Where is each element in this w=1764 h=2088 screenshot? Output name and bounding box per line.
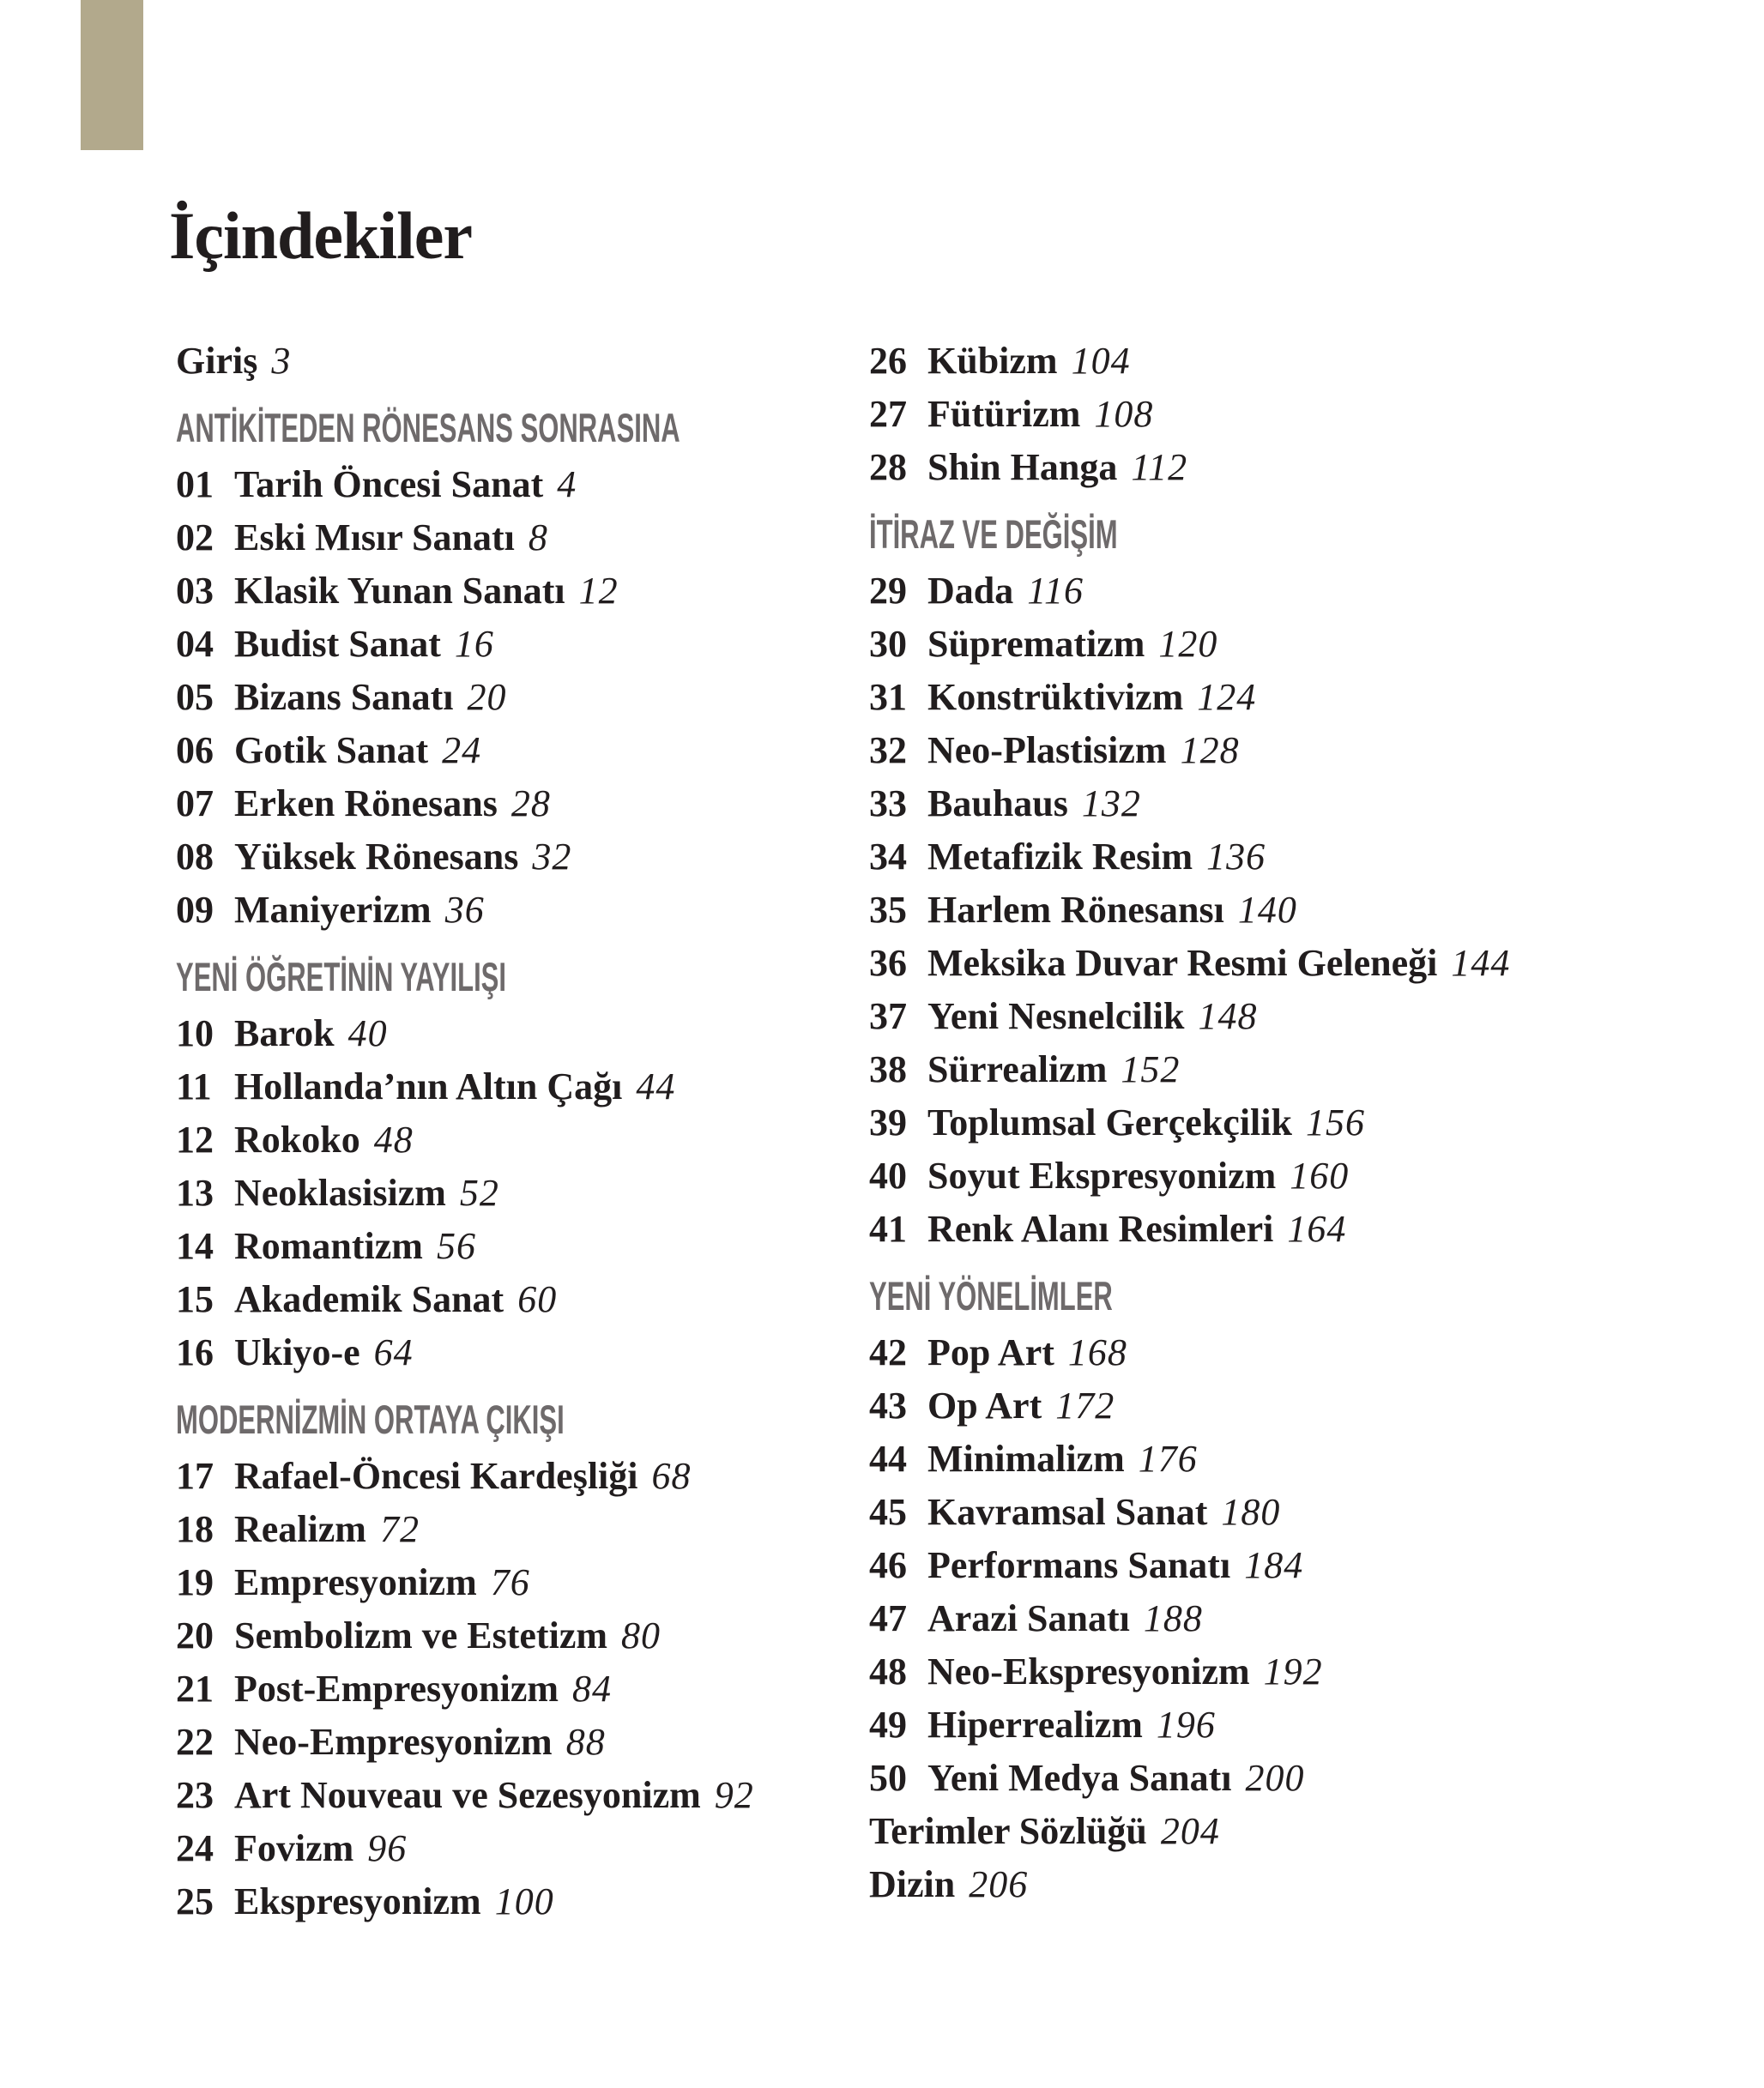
- toc-entry: [869, 1592, 1641, 1645]
- entry-title: Budist Sanat: [234, 623, 441, 665]
- entry-number: 07: [176, 782, 214, 824]
- entry-title: Maniyerizm: [234, 889, 432, 931]
- entry-title: Eski Mısır Sanatı: [234, 516, 515, 558]
- toc-section-header: [176, 1393, 862, 1446]
- entry-number: 49: [869, 1704, 907, 1746]
- toc-section-header: [869, 508, 1641, 561]
- toc-entry: [176, 1450, 862, 1503]
- toc-entry: [176, 724, 862, 777]
- entry-number: 31: [869, 676, 907, 718]
- entry-number: 47: [869, 1597, 907, 1639]
- toc-entry: [869, 884, 1641, 937]
- toc-entry: [869, 441, 1641, 494]
- entry-page-number: 206: [969, 1863, 1029, 1905]
- toc-entry: [869, 1326, 1641, 1379]
- toc-entry: [176, 1503, 862, 1556]
- entry-number: 20: [176, 1614, 214, 1657]
- entry-page-number: 36: [444, 889, 485, 931]
- entry-page-number: 4: [557, 463, 577, 505]
- toc-entry: [176, 1220, 862, 1273]
- entry-number: 39: [869, 1101, 907, 1144]
- entry-number: 16: [176, 1331, 214, 1373]
- entry-page-number: 176: [1138, 1438, 1198, 1480]
- toc-entry: [869, 1645, 1641, 1699]
- toc-entry: [176, 1875, 862, 1928]
- entry-number: 25: [176, 1880, 214, 1922]
- entry-number: 29: [869, 570, 907, 612]
- entry-number: 38: [869, 1048, 907, 1090]
- entry-page-number: 92: [714, 1774, 754, 1816]
- entry-number: 09: [176, 889, 214, 931]
- toc-entry: [176, 884, 862, 937]
- entry-page-number: 148: [1198, 995, 1258, 1037]
- entry-number: 13: [176, 1172, 214, 1214]
- entry-title: Kübizm: [927, 340, 1058, 382]
- entry-page-number: 72: [379, 1508, 420, 1550]
- entry-page-number: 64: [373, 1331, 414, 1373]
- entry-title: Art Nouveau ve Sezesyonizm: [234, 1774, 701, 1816]
- entry-number: 33: [869, 782, 907, 824]
- entry-page-number: 3: [271, 340, 292, 382]
- entry-title: Ekspresyonizm: [234, 1880, 481, 1922]
- entry-title: Klasik Yunan Sanatı: [234, 570, 565, 612]
- toc-entry: [869, 335, 1641, 388]
- entry-number: 50: [869, 1757, 907, 1799]
- toc-entry: [869, 388, 1641, 441]
- entry-page-number: 172: [1055, 1385, 1115, 1427]
- entry-title: Romantizm: [234, 1225, 423, 1267]
- entry-title: Pop Art: [927, 1331, 1054, 1373]
- entry-page-number: 108: [1094, 393, 1154, 435]
- entry-number: 05: [176, 676, 214, 718]
- entry-title: Metafizik Resim: [927, 836, 1193, 878]
- entry-page-number: 60: [517, 1278, 558, 1320]
- toc-column-right: [869, 335, 1641, 1911]
- entry-title: Neo-Empresyonizm: [234, 1721, 553, 1763]
- entry-number: 08: [176, 836, 214, 878]
- toc-entry: [869, 1805, 1641, 1858]
- section-label: MODERNİZMİN ORTAYA ÇIKIŞI: [176, 1397, 565, 1442]
- toc-entry: [869, 1043, 1641, 1096]
- entry-title: Minimalizm: [927, 1438, 1125, 1480]
- entry-page-number: 68: [651, 1455, 692, 1497]
- toc-entry: [869, 1858, 1641, 1911]
- entry-title: Rafael-Öncesi Kardeşliği: [234, 1455, 638, 1497]
- entry-title: Sürrealizm: [927, 1048, 1108, 1090]
- entry-page-number: 84: [572, 1668, 613, 1710]
- toc-section-header: [176, 950, 862, 1004]
- entry-number: 34: [869, 836, 907, 878]
- entry-page-number: 144: [1451, 942, 1511, 984]
- toc-entry: [869, 671, 1641, 724]
- entry-title: Neoklasisizm: [234, 1172, 446, 1214]
- entry-number: 15: [176, 1278, 214, 1320]
- entry-title: Akademik Sanat: [234, 1278, 504, 1320]
- entry-page-number: 112: [1131, 446, 1188, 488]
- entry-page-number: 8: [528, 516, 548, 558]
- entry-title: Erken Rönesans: [234, 782, 498, 824]
- entry-title: Süprematizm: [927, 623, 1145, 665]
- entry-title: Hiperrealizm: [927, 1704, 1143, 1746]
- entry-number: 43: [869, 1385, 907, 1427]
- toc-section-header: [869, 1270, 1641, 1323]
- toc-entry: [176, 777, 862, 830]
- toc-entry: [176, 1060, 862, 1113]
- entry-page-number: 160: [1290, 1155, 1350, 1197]
- entry-title: Empresyonizm: [234, 1561, 477, 1603]
- entry-title: Renk Alanı Resimleri: [927, 1208, 1274, 1250]
- entry-page-number: 196: [1156, 1704, 1216, 1746]
- entry-page-number: 168: [1067, 1331, 1127, 1373]
- entry-number: 18: [176, 1508, 214, 1550]
- entry-page-number: 28: [510, 782, 551, 824]
- toc-entry: [869, 564, 1641, 618]
- entry-title: Ukiyo-e: [234, 1331, 360, 1373]
- entry-number: 06: [176, 729, 214, 771]
- entry-title: Arazi Sanatı: [927, 1597, 1130, 1639]
- entry-number: 27: [869, 393, 907, 435]
- entry-page-number: 116: [1027, 570, 1084, 612]
- entry-page-number: 184: [1244, 1544, 1304, 1586]
- entry-page-number: 76: [490, 1561, 530, 1603]
- section-label: YENİ ÖĞRETİNİN YAYILIŞI: [176, 954, 506, 999]
- entry-number: 32: [869, 729, 907, 771]
- entry-page-number: 152: [1121, 1048, 1181, 1090]
- entry-page-number: 140: [1237, 889, 1297, 931]
- entry-title: Meksika Duvar Resmi Geleneği: [927, 942, 1438, 984]
- toc-entry: [176, 1822, 862, 1875]
- toc-column-left: [176, 335, 862, 1928]
- entry-page-number: 200: [1245, 1757, 1305, 1799]
- toc-entry: [176, 511, 862, 564]
- entry-title: Realizm: [234, 1508, 366, 1550]
- entry-number: 42: [869, 1331, 907, 1373]
- toc-section-header: [176, 401, 862, 455]
- entry-number: 04: [176, 623, 214, 665]
- entry-title: Bizans Sanatı: [234, 676, 454, 718]
- entry-number: 41: [869, 1208, 907, 1250]
- entry-title: Yeni Nesnelcilik: [927, 995, 1185, 1037]
- entry-title: Toplumsal Gerçekçilik: [927, 1101, 1292, 1144]
- entry-title: Op Art: [927, 1385, 1042, 1427]
- entry-title: Giriş: [176, 340, 258, 382]
- entry-number: 22: [176, 1721, 214, 1763]
- toc-entry: [869, 1150, 1641, 1203]
- entry-title: Neo-Plastisizm: [927, 729, 1167, 771]
- entry-number: 40: [869, 1155, 907, 1197]
- entry-number: 10: [176, 1012, 214, 1054]
- entry-number: 11: [176, 1065, 212, 1107]
- entry-number: 21: [176, 1668, 214, 1710]
- toc-entry: [869, 830, 1641, 884]
- entry-title: Rokoko: [234, 1119, 360, 1161]
- entry-title: Fovizm: [234, 1827, 354, 1869]
- entry-title: Shin Hanga: [927, 446, 1118, 488]
- section-label: İTİRAZ VE DEĞİŞİM: [869, 511, 1118, 557]
- entry-number: 12: [176, 1119, 214, 1161]
- toc-entry: [176, 618, 862, 671]
- entry-page-number: 44: [636, 1065, 676, 1107]
- entry-title: Hollanda’nın Altın Çağı: [234, 1065, 623, 1107]
- toc-entry: [869, 724, 1641, 777]
- entry-page-number: 104: [1071, 340, 1131, 382]
- entry-number: 37: [869, 995, 907, 1037]
- toc-entry: [869, 1699, 1641, 1752]
- entry-number: 02: [176, 516, 214, 558]
- toc-entry: [869, 1379, 1641, 1433]
- accent-color-block: [81, 0, 143, 150]
- toc-entry: [869, 1203, 1641, 1256]
- entry-number: 30: [869, 623, 907, 665]
- entry-page-number: 16: [454, 623, 494, 665]
- entry-page-number: 20: [467, 676, 507, 718]
- entry-title: Yüksek Rönesans: [234, 836, 519, 878]
- entry-number: 03: [176, 570, 214, 612]
- entry-page-number: 156: [1305, 1101, 1365, 1144]
- entry-title: Performans Sanatı: [927, 1544, 1231, 1586]
- toc-entry: [176, 1273, 862, 1326]
- entry-number: 48: [869, 1650, 907, 1693]
- entry-page-number: 24: [442, 729, 482, 771]
- entry-title: Konstrüktivizm: [927, 676, 1184, 718]
- entry-page-number: 12: [578, 570, 619, 612]
- entry-number: 35: [869, 889, 907, 931]
- entry-page-number: 204: [1160, 1810, 1220, 1852]
- entry-title: Terimler Sözlüğü: [869, 1810, 1147, 1852]
- section-label: YENİ YÖNELİMLER: [869, 1273, 1113, 1319]
- entry-page-number: 80: [621, 1614, 661, 1657]
- toc-entry: [176, 458, 862, 511]
- entry-title: Dada: [927, 570, 1014, 612]
- entry-page-number: 192: [1263, 1650, 1323, 1693]
- entry-page-number: 164: [1287, 1208, 1347, 1250]
- entry-number: 26: [869, 340, 907, 382]
- entry-title: Harlem Rönesansı: [927, 889, 1224, 931]
- entry-page-number: 132: [1081, 782, 1141, 824]
- toc-entry: [176, 564, 862, 618]
- entry-page-number: 128: [1180, 729, 1240, 771]
- entry-title: Yeni Medya Sanatı: [927, 1757, 1232, 1799]
- entry-number: 36: [869, 942, 907, 984]
- entry-page-number: 100: [494, 1880, 554, 1922]
- page-title: İçindekiler: [169, 198, 472, 273]
- toc-entry: [869, 937, 1641, 990]
- toc-entry: [869, 990, 1641, 1043]
- entry-number: 45: [869, 1491, 907, 1533]
- section-label: ANTİKİTEDEN RÖNESANS SONRASINA: [176, 405, 680, 450]
- toc-entry: [176, 1167, 862, 1220]
- entry-page-number: 136: [1206, 836, 1266, 878]
- entry-number: 24: [176, 1827, 214, 1869]
- entry-title: Bauhaus: [927, 782, 1068, 824]
- toc-entry: [869, 1752, 1641, 1805]
- entry-number: 17: [176, 1455, 214, 1497]
- entry-title: Sembolizm ve Estetizm: [234, 1614, 607, 1657]
- entry-page-number: 180: [1221, 1491, 1281, 1533]
- entry-page-number: 56: [436, 1225, 476, 1267]
- entry-page-number: 124: [1197, 676, 1257, 718]
- toc-entry: [176, 1769, 862, 1822]
- entry-page-number: 48: [373, 1119, 414, 1161]
- entry-title: Post-Empresyonizm: [234, 1668, 559, 1710]
- entry-page-number: 52: [459, 1172, 499, 1214]
- toc-entry: [176, 1609, 862, 1663]
- entry-title: Neo-Ekspresyonizm: [927, 1650, 1250, 1693]
- entry-number: 46: [869, 1544, 907, 1586]
- toc-entry: [869, 777, 1641, 830]
- entry-number: 23: [176, 1774, 214, 1816]
- entry-title: Soyut Ekspresyonizm: [927, 1155, 1277, 1197]
- toc-entry: [176, 1326, 862, 1379]
- toc-entry: [869, 1433, 1641, 1486]
- entry-title: Barok: [234, 1012, 335, 1054]
- entry-number: 19: [176, 1561, 214, 1603]
- entry-page-number: 40: [347, 1012, 388, 1054]
- toc-entry: [176, 830, 862, 884]
- toc-entry: [176, 1113, 862, 1167]
- toc-entry: [869, 618, 1641, 671]
- entry-title: Tarih Öncesi Sanat: [234, 463, 544, 505]
- entry-page-number: 88: [565, 1721, 606, 1763]
- entry-number: 14: [176, 1225, 214, 1267]
- toc-entry: [176, 1556, 862, 1609]
- entry-number: 44: [869, 1438, 907, 1480]
- toc-entry: [176, 1007, 862, 1060]
- entry-title: Gotik Sanat: [234, 729, 429, 771]
- entry-page-number: 96: [367, 1827, 408, 1869]
- toc-entry: [869, 1096, 1641, 1150]
- entry-page-number: 188: [1143, 1597, 1203, 1639]
- toc-entry: [869, 1539, 1641, 1592]
- entry-number: 01: [176, 463, 214, 505]
- entry-title: Dizin: [869, 1863, 956, 1905]
- toc-entry: [176, 671, 862, 724]
- entry-title: Fütürizm: [927, 393, 1081, 435]
- entry-title: Kavramsal Sanat: [927, 1491, 1208, 1533]
- entry-number: 28: [869, 446, 907, 488]
- toc-entry: [869, 1486, 1641, 1539]
- toc-entry: [176, 335, 862, 388]
- entry-page-number: 32: [532, 836, 572, 878]
- toc-entry: [176, 1716, 862, 1769]
- toc-entry: [176, 1663, 862, 1716]
- entry-page-number: 120: [1158, 623, 1218, 665]
